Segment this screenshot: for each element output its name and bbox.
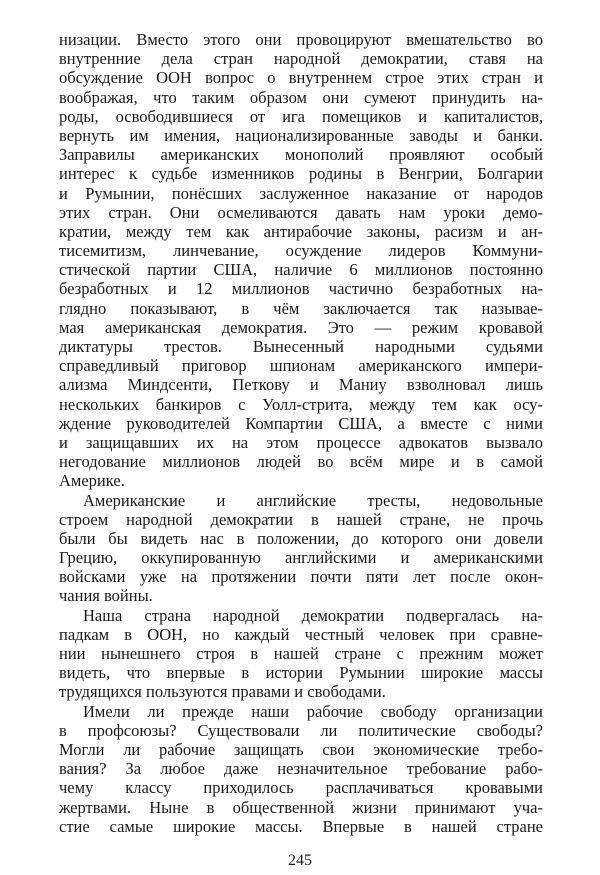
text-line: жертвами. Ныне в общественной жизни принимают уча-: [59, 797, 543, 817]
text-line: и Румынии, понёсших заслуженное наказание от народов: [59, 183, 543, 203]
text-line: в профсоюзы? Существовали ли политические свободы?: [59, 720, 543, 740]
text-line: кратии, между тем как антирабочие законы, расизм и ан-: [59, 221, 543, 241]
page-number: 245: [288, 852, 312, 869]
text-line: войсками уже на протяжении почти пяти лет после окон-: [59, 567, 543, 587]
paragraph: [59, 606, 543, 702]
text-line: вернуть им имения, национализированные заводы и банки.: [59, 125, 543, 145]
page-body: [59, 30, 543, 836]
text-line: обсуждение ООН вопрос о внутреннем строе этих стран и: [59, 68, 543, 88]
text-line: нии нынешнего строя в нашей стране с прежним может: [59, 644, 543, 663]
text-line: Имели ли прежде наши рабочие свободу организации: [83, 701, 543, 721]
text-line: были бы видеть нас в положении, до которого они довели: [59, 528, 543, 548]
text-line: Могли ли рабочие защищать свои экономические требо-: [59, 739, 543, 759]
text-line: Наша страна народной демократии подвергалась на-: [83, 605, 543, 625]
text-line: интерес к судьбе изменников родины в Венгрии, Болгарии: [59, 164, 543, 184]
text-line: вания? За любое даже незначительное требование рабо-: [59, 759, 543, 779]
text-line: видеть, что впервые в истории Румынии широкие массы: [59, 663, 543, 683]
text-line: падкам в ООН, но каждый честный человек при сравне-: [59, 624, 543, 644]
text-line: диктатуры трестов. Вынесенный народными судьями: [59, 337, 543, 356]
text-line: безработных и 12 миллионов частично безработных на-: [59, 279, 543, 299]
text-line: чания войны.: [59, 586, 153, 606]
text-line: мая американская демократия. Это — режим кровавой: [59, 317, 543, 337]
text-line: Америке.: [59, 471, 125, 491]
text-line: глядно показывают, в чём заключается так называе-: [59, 298, 543, 318]
text-line: роды, освободившиеся от ига помещиков и капиталистов,: [59, 106, 543, 126]
paragraph: [59, 30, 543, 491]
text-line: и защищавших их на этом процессе адвокатов вызвало: [59, 432, 543, 452]
text-line: ализма Миндсенти, Петкову и Маниу взволновал лишь: [59, 375, 543, 395]
text-line: низации. Вместо этого они провоцируют вмешательство во: [59, 30, 543, 49]
paragraph: [59, 491, 543, 606]
text-line: воображая, что таким образом они сумеют принудить на-: [59, 87, 543, 107]
text-line: нескольких банкиров с Уолл-стрита, между тем как осу-: [59, 394, 543, 414]
text-line: стической партии США, наличие 6 миллионов постоянно: [59, 260, 543, 280]
text-line: строем народной демократии в нашей стране, не прочь: [59, 509, 543, 529]
text-line: стие самые широкие массы. Впервые в нашей стране: [59, 816, 543, 836]
text-line: этих стран. Они осмеливаются давать нам уроки демо-: [59, 202, 543, 222]
text-line: ждение руководителей Компартии США, а вместе с ними: [59, 413, 543, 433]
text-line: тисемитизм, линчевание, осуждение лидеров Коммуни-: [59, 241, 543, 261]
text-line: Американские и английские тресты, недовольные: [83, 490, 543, 510]
text-line: чему классу приходилось расплачиваться кровавыми: [59, 778, 543, 798]
text-line: негодование миллионов людей во всём мире и в самой: [59, 452, 543, 472]
paragraph: [59, 702, 543, 836]
text-line: Грецию, оккупированную английскими и американскими: [59, 548, 543, 568]
text-line: внутренние дела стран народной демократии, ставя на: [59, 49, 543, 69]
text-line: трудящихся пользуются правами и свободами.: [59, 682, 386, 702]
text-line: Заправилы американских монополий проявляют особый: [59, 145, 543, 165]
text-line: справедливый приговор шпионам американского импери-: [59, 356, 543, 376]
